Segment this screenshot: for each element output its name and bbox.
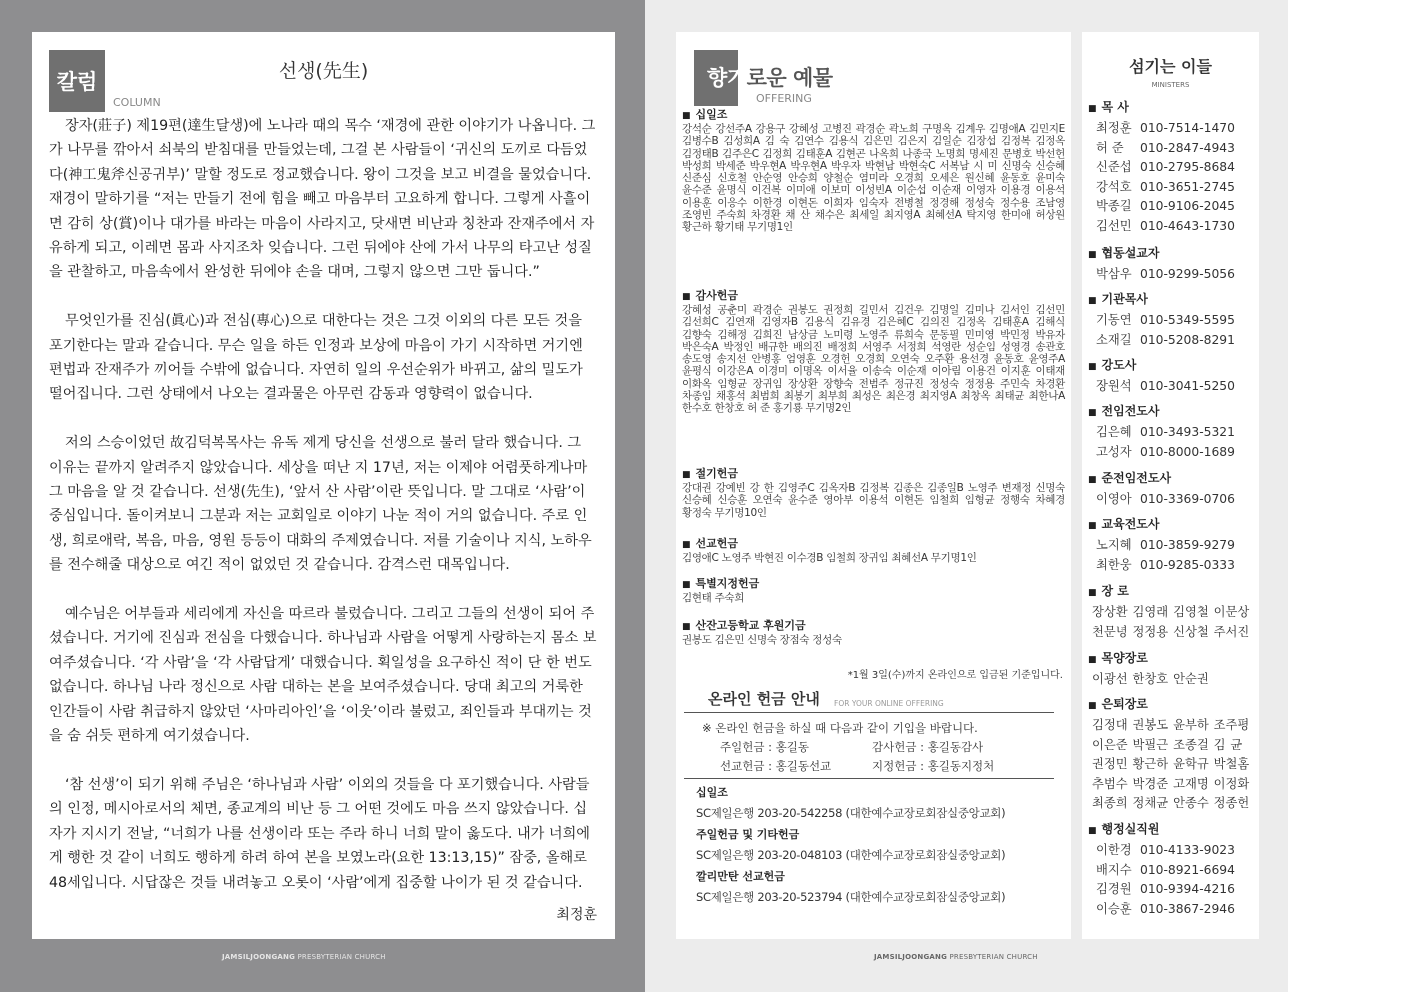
minister-row	[1088, 556, 1256, 576]
account-label: 주일헌금 및 기타헌금	[696, 828, 800, 841]
minister-name: 소재길	[1096, 332, 1132, 347]
footer-church-rest: PRESBYTERIAN CHURCH	[947, 953, 1038, 961]
minister-group	[1088, 404, 1256, 462]
offering-title-a: 향기	[707, 66, 747, 90]
retired-elders-group	[1088, 697, 1256, 814]
offering-section-head: ■ 특별지정헌금	[682, 577, 1065, 592]
minister-row	[1088, 536, 1256, 556]
minister-row	[1088, 265, 1256, 285]
minister-row	[1088, 178, 1256, 198]
minister-row	[1088, 423, 1256, 443]
offering-section-head: ■ 십일조	[682, 108, 1065, 123]
minister-name: 최정훈	[1096, 121, 1132, 135]
footer-left	[222, 953, 386, 961]
divider	[684, 778, 1054, 779]
elders-group	[1088, 584, 1256, 642]
minister-name: 강석호	[1096, 179, 1132, 194]
column-paragraph: 무엇인가를 진심(眞心)과 전심(專心)으로 대한다는 것은 그것 이외의 다른 모든 것을 포기한다는 말과 같습니다. 무슨 일을 하든 인정과 보상에 마음이 가기 시작하면 거기엔 편법과 잔재주가 끼어들 수밖에 없습니다. 자연히 일의 우선순위가 바뀌고, 삶의 밀도가 떨어집니다. 그런 상태에서 나오는 결과물은 아무런 감동과 영향력이 없습니다.	[49, 313, 583, 403]
minister-phone: 010-5208-8291	[1140, 332, 1235, 347]
minister-phone: 010-2847-4943	[1140, 140, 1235, 155]
offering-panel	[676, 32, 1071, 939]
minister-phone: 010-8000-1689	[1140, 444, 1235, 459]
column-title: 선생(先生)	[278, 60, 369, 82]
offering-section-season	[682, 467, 1065, 519]
minister-group	[1088, 100, 1256, 237]
minister-phone: 010-7514-1470	[1140, 121, 1235, 135]
offering-section-names: 김현태 주숙희	[682, 592, 745, 604]
offering-section-mission	[682, 537, 1065, 564]
column-paragraph: 예수님은 어부들과 세리에게 자신을 따르라 불렀습니다. 그리고 그들의 선생이 되어 주셨습니다. 거기에 진심과 전심을 다했습니다. 하나님과 사람을 어떻게 사랑하는지 몸소 보여주셨습니다. ‘각 사람’을 ‘각 사람답게’ 대했습니다. 획일성을 요구하신 적이 단 한 번도 없습니다. 하나님 나라 정신으로 사람 대하는 본을 보여주셨습니다. 당대 최고의 거룩한 인간들이 사람 취급하지 않았던 ‘사마리아인’을 ‘이웃’이라 불렀고, 죄인들과 부대끼는 것을 숨 쉬듯 편하게 여기셨습니다.	[49, 606, 597, 745]
minister-group	[1088, 358, 1256, 397]
online-intro: ※ 온라인 헌금을 하실 때 다음과 같이 기입을 바랍니다.	[702, 721, 978, 735]
offering-section-tithe	[682, 108, 1065, 234]
column-panel	[32, 32, 615, 939]
minister-phone: 010-9299-5056	[1140, 267, 1235, 281]
ministers-panel	[1082, 32, 1259, 939]
column-badge: 칼럼	[49, 50, 105, 112]
minister-name: 허 준	[1096, 140, 1124, 155]
column-body	[49, 114, 598, 895]
ministers-title: 섬기는 이들	[1129, 57, 1212, 76]
minister-name: 박종길	[1096, 199, 1132, 214]
online-item: 선교헌금 : 홍길동선교	[720, 759, 832, 773]
staff-row	[1088, 861, 1256, 881]
minister-group-head: ■ 교육전도사	[1088, 517, 1256, 533]
staff-name: 이승훈	[1096, 901, 1132, 916]
minister-group-head: ■ 기관목사	[1088, 292, 1256, 308]
staff-phone: 010-4133-9023	[1140, 843, 1235, 857]
staff-phone: 010-8921-6694	[1140, 862, 1235, 877]
offering-section-names: 권봉도 김은민 신명숙 장점숙 정성숙	[682, 634, 842, 646]
minister-group	[1088, 246, 1256, 285]
retired-elders-head: ■ 은퇴장로	[1088, 697, 1256, 713]
offering-section-head: ■ 선교헌금	[682, 537, 1065, 552]
right-margin	[1288, 0, 1403, 992]
offering-section-names: 강혜성 공춘미 곽경순 권봉도 권정희 길민서 김건우 김명일 김미나 김서인 김선민 김선희C 김연재 김영자B 김용식 김유경 김은혜C 김의진 김정옥 김태훈A 김해식 김향숙 김해정 김희진 남상금 노미령 노영주 류희숙 문동필 민미영 박민정 박유자 박은숙A 박정인 배규한 배의진 배정희 서영주 서정희 석영란 성순임 성영경 송관호 송도영 송지선 안병홍 엄영훈 오경헌 오경희 오연숙 오주환 용선경 윤동호 윤영주A 윤평식 이강은A 이경미 이명옥 이서율 이송숙 이순재 이아림 이용건 이지훈 이태재 이화옥 임형균 장귀임 장상환 장향숙 전범주 정규진 정성숙 정정용 주민숙 차경환 차종임 채홍석 최범희 최봉기 최부희 최성은 최은경 최지영A 최창옥 최태균 최한나A 한수호 한창호 허 준 홍기룡 무기명2인	[682, 304, 1065, 415]
offering-section-head: ■ 감사헌금	[682, 289, 1065, 304]
coop-elders-head: ■ 목양장로	[1088, 651, 1256, 667]
column-author: 최정훈	[556, 907, 597, 923]
online-subtitle: FOR YOUR ONLINE OFFERING	[834, 699, 944, 708]
offering-title-b: 로운 예물	[746, 66, 833, 90]
retired-elders-line: 권정민 황근하 윤학규 박철홈	[1092, 757, 1250, 772]
minister-name: 김선민	[1096, 218, 1132, 233]
ministers-subtitle: MINISTERS	[1151, 81, 1190, 89]
staff-row	[1088, 880, 1256, 900]
staff-name: 배지수	[1096, 862, 1132, 877]
minister-group-head: ■ 강도사	[1088, 358, 1256, 374]
offering-title	[707, 62, 833, 92]
staff-name: 이한경	[1096, 843, 1132, 857]
offering-section-thanks	[682, 289, 1065, 415]
elders-head: ■ 장 로	[1088, 584, 1256, 600]
admin-staff-head: ■ 행정실직원	[1088, 822, 1256, 838]
coop-elders-line: 이광선 한창호 안순권	[1092, 672, 1209, 686]
online-title: 온라인 헌금 안내	[708, 690, 820, 708]
minister-row	[1088, 331, 1256, 351]
divider	[684, 712, 1054, 713]
minister-phone: 010-3493-5321	[1140, 425, 1235, 439]
staff-phone: 010-3867-2946	[1140, 901, 1235, 916]
column-paragraph: 저의 스승이었던 故김덕복목사는 유독 제게 당신을 선생으로 불러 달라 했습니다. 그 이유는 끝까지 알려주지 않았습니다. 세상을 떠난 지 17년, 저는 이제야 어렴풋하게나마 그 마음을 알 것 같습니다. 선생(先生), ‘앞서 산 사람’이란 뜻입니다. 말 그대로 ‘사람’이 중심입니다. 돌이켜보니 그분과 저는 교회일로 이야기 나눈 적이 거의 없습니다. 주로 인생, 희로애락, 복음, 마음, 영원 등등이 대화의 주제였습니다. 저를 기술이나 지식, 노하우를 전수해줄 대상으로 여긴 적이 없었던 것 같습니다. 감격스런 대목입니다.	[49, 435, 592, 574]
minister-phone: 010-9285-0333	[1140, 557, 1235, 572]
minister-phone: 010-4643-1730	[1140, 218, 1235, 233]
offering-section-special	[682, 577, 1065, 604]
minister-phone: 010-3369-0706	[1140, 492, 1235, 506]
coop-elders-group	[1088, 651, 1256, 690]
minister-phone: 010-2795-8684	[1140, 160, 1235, 175]
offering-section-school	[682, 619, 1065, 646]
footer-church-bold: JAMSILJOONGANG	[222, 953, 296, 961]
admin-staff-group	[1088, 822, 1256, 919]
minister-row	[1088, 443, 1256, 463]
minister-phone: 010-3651-2745	[1140, 179, 1235, 194]
minister-row	[1088, 490, 1256, 510]
minister-name: 노지혜	[1096, 538, 1132, 552]
offering-section-names: 김영애C 노영주 박현진 이수경B 임철희 장귀임 최혜선A 무기명1인	[682, 552, 977, 564]
elders-line: 장상환 김영래 김영철 이문상	[1092, 605, 1250, 619]
minister-row	[1088, 217, 1256, 237]
minister-group	[1088, 471, 1256, 510]
footer-church-bold: JAMSILJOONGANG	[874, 953, 948, 961]
minister-row	[1088, 158, 1256, 178]
minister-row	[1088, 197, 1256, 217]
retired-elders-line: 최종희 정채균 안종수 정종헌	[1092, 796, 1250, 811]
elders-line: 천문녕 정정용 신상철 주서진	[1092, 624, 1250, 639]
staff-name: 김경원	[1096, 882, 1132, 897]
staff-phone: 010-9394-4216	[1140, 882, 1235, 897]
minister-phone: 010-3859-9279	[1140, 538, 1235, 552]
offering-section-names: 강대권 강예빈 강 한 김영주C 김옥자B 김정복 김종은 김종일B 노영주 변재정 신명숙 신승혜 신승훈 오연숙 윤수준 영아부 이용석 이현돈 임철희 임형균 정행숙 차혜경 황정숙 무기명10인	[682, 482, 1065, 519]
offering-section-head: ■ 절기헌금	[682, 467, 1065, 482]
offering-section-names: 강석순 강선주A 강용구 강혜성 고병진 곽경순 곽노희 구명옥 김계우 김명애A 김민지E 김병수B 김성희A 김 숙 김연수 김용식 김은민 김은지 김일순 김장섭 김정복 김정옥 김정태B 김주은C 김정희 김태훈A 김현곤 나옥희 나종국 노명희 명세진 문병호 박선헌 박성희 박세준 박우현A 박우현A 박우자 박현남 박현숙C 서복남 시 미 신명숙 신승혜 신준심 신호철 안순영 안승희 양철순 염미라 오경희 오세은 원신혜 윤동호 윤미숙 윤수준 윤명식 이건복 이미애 이보미 이성빈A 이순섭 이순재 이영자 이용경 이용석 이용훈 이응수 이한경 이현돈 이희자 임숙자 전병철 정경해 정성숙 정수용 조남영 조영빈 주숙희 차경환 채 산 채수은 최세일 최지영A 최혜선A 탁지영 한미애 허상원 황근하 황기태 무기명1인	[682, 123, 1065, 234]
minister-row	[1088, 311, 1256, 331]
minister-name: 최한웅	[1096, 557, 1132, 572]
column-paragraph: ‘참 선생’이 되기 위해 주님은 ‘하나님과 사람’ 이외의 것들을 다 포기했습니다. 사람들의 인정, 메시아로서의 체면, 종교계의 비난 등 그 어떤 것에도 마음 쓰지 않았습니다. 십자가 지시기 전날, “너희가 나를 선생이라 또는 주라 하니 너희 말이 옳도다. 내가 너희에게 행한 것 같이 너희도 행하게 하려 하여 본을 보였노라(요한 13:13,15)” 잠중, 올해로 48세입니다. 시답잖은 것들 내려놓고 오롯이 ‘사람’에게 집중할 나이가 된 것 같습니다.	[49, 776, 590, 891]
offering-subtitle: OFFERING	[756, 92, 812, 105]
account-value: SC제일은행 203-20-523794 (대한예수교장로회잠실중앙교회)	[696, 890, 1006, 904]
online-item: 주일헌금 : 홍길동	[720, 740, 809, 754]
minister-group-head: ■ 협동설교자	[1088, 246, 1256, 262]
retired-elders-line: 이은준 박필근 조종걸 김 균	[1092, 737, 1243, 752]
staff-row	[1088, 841, 1256, 861]
minister-group-head: ■ 준전임전도사	[1088, 471, 1256, 487]
minister-name: 이영아	[1096, 492, 1132, 506]
minister-name: 기동연	[1096, 313, 1132, 327]
minister-name: 박삼우	[1096, 267, 1132, 281]
minister-name: 장원석	[1096, 379, 1132, 393]
footer-right	[874, 953, 1038, 961]
minister-phone: 010-9106-2045	[1140, 199, 1235, 214]
minister-group-head: ■ 전임전도사	[1088, 404, 1256, 420]
account-label: 깔리만탄 선교헌금	[696, 870, 785, 883]
offering-note: *1월 3일(수)까지 온라인으로 입금된 기준입니다.	[847, 670, 1063, 681]
column-subtitle: COLUMN	[113, 96, 161, 109]
minister-row	[1088, 119, 1256, 139]
minister-row	[1088, 139, 1256, 159]
minister-name: 김은혜	[1096, 425, 1132, 439]
minister-group-head: ■ 목 사	[1088, 100, 1256, 116]
column-paragraph: 장자(莊子) 제19편(達生달생)에 노나라 때의 목수 ‘재경에 관한 이야기가 나옵니다. 그가 나무를 깎아서 쇠북의 받침대를 만들었는데, 그걸 본 사람들이 ‘귀신의 도끼로 다듬었다(神工鬼斧신공귀부)’ 말할 정도로 정교했습니다. 왕이 그것을 보고 비결을 물었습니다. 재경이 말하기를 “저는 만들기 전에 힘을 빼고 마음부터 고요하게 합니다. 그렇게 사흘이면 감히 상(賞)이나 대가를 바라는 마음이 사라지고, 닷새면 비난과 칭찬과 잔재주에서 자유하게 되고, 이레면 몸과 사지조차 잊습니다. 그런 뒤에야 산에 가서 나무의 타고난 성질을 관찰하고, 마음속에서 완성한 뒤에야 손을 대며, 그렇지 않으면 그만 둡니다.”	[49, 118, 596, 281]
online-item: 감사헌금 : 홍길동감사	[872, 740, 984, 754]
minister-phone: 010-5349-5595	[1140, 313, 1235, 327]
account-label: 십일조	[696, 786, 728, 799]
minister-group	[1088, 517, 1256, 575]
retired-elders-line: 추범수 박경준 고재명 이정화	[1092, 776, 1250, 791]
minister-row	[1088, 377, 1256, 397]
online-item: 지정헌금 : 홍길동지정처	[872, 759, 995, 773]
retired-elders-line: 김정대 권봉도 윤부하 조주평	[1092, 718, 1250, 732]
minister-phone: 010-3041-5250	[1140, 379, 1235, 393]
minister-group	[1088, 292, 1256, 350]
staff-row	[1088, 900, 1256, 920]
offering-section-head: ■ 산잔고등학교 후원기금	[682, 619, 1065, 634]
minister-name: 신준섭	[1096, 160, 1132, 175]
account-value: SC제일은행 203-20-542258 (대한예수교장로회잠실중앙교회)	[696, 806, 1006, 820]
account-value: SC제일은행 203-20-048103 (대한예수교장로회잠실중앙교회)	[696, 848, 1006, 862]
minister-name: 고성자	[1096, 444, 1132, 459]
footer-church-rest: PRESBYTERIAN CHURCH	[295, 953, 386, 961]
